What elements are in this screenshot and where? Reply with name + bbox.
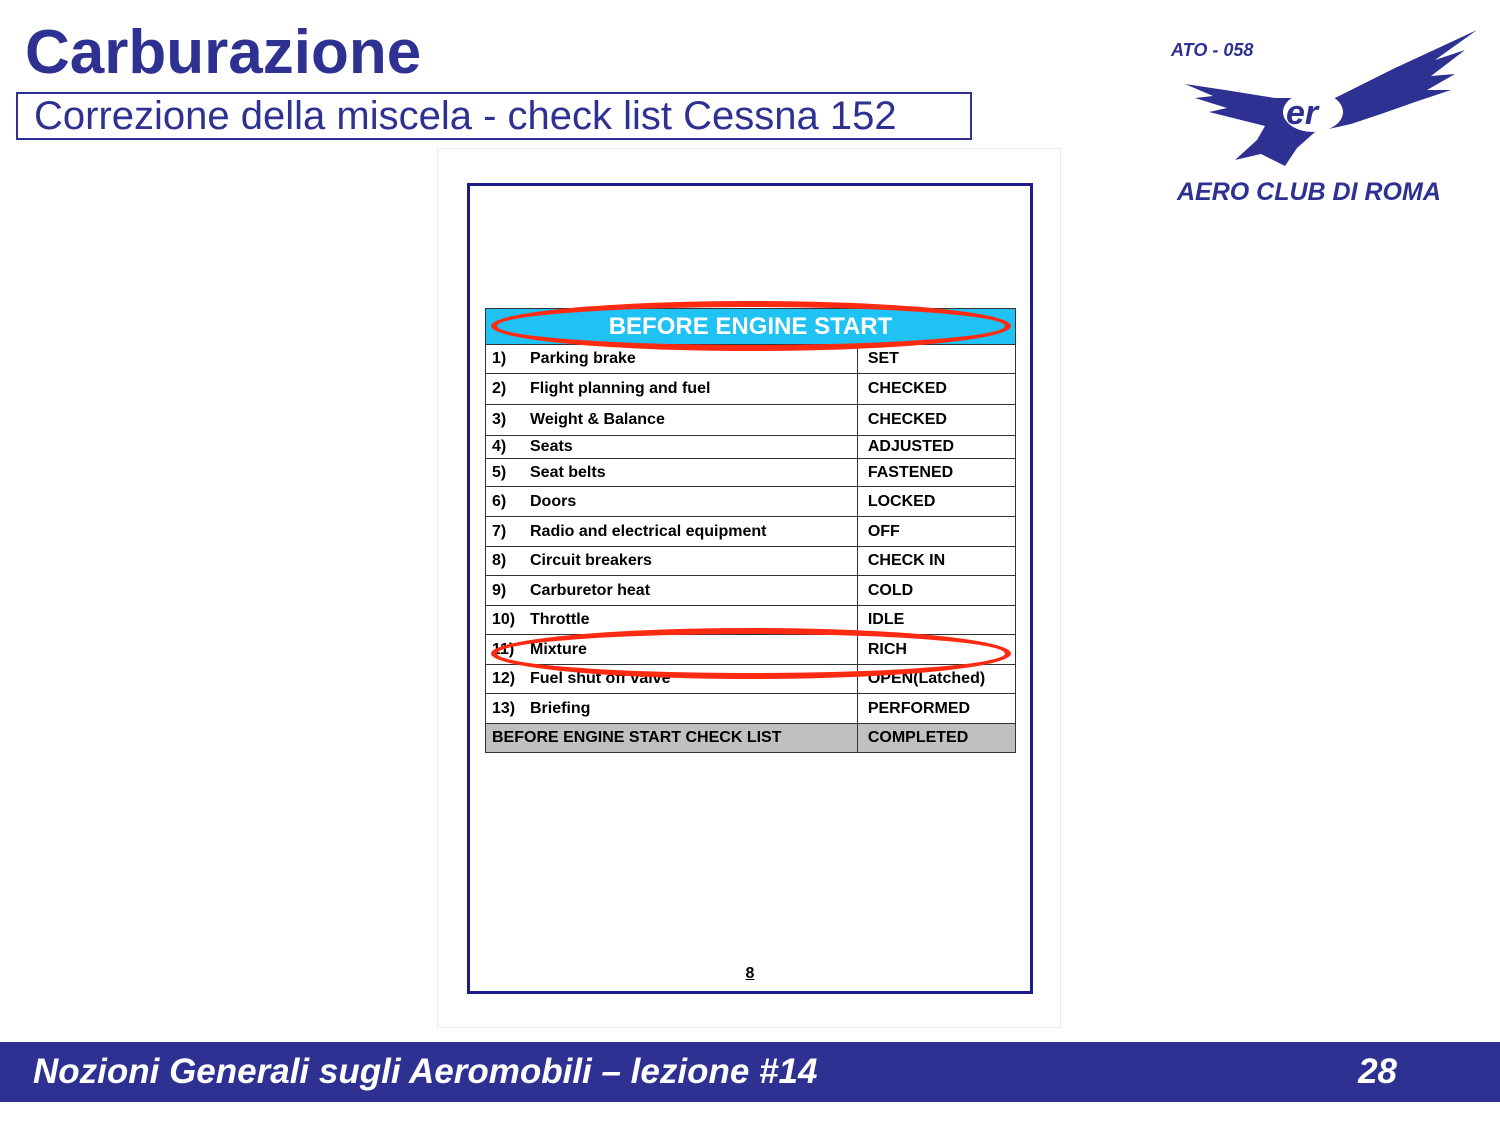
checklist-item-value: RICH	[857, 635, 1015, 665]
checklist-item-label: Weight & Balance	[530, 411, 665, 428]
checklist-footer-label: BEFORE ENGINE START CHECK LIST	[486, 724, 858, 753]
checklist-table	[485, 308, 1016, 753]
checklist-header-row	[486, 309, 1016, 345]
footer-page-number: 28	[1358, 1052, 1397, 1091]
checklist-row	[486, 487, 1016, 517]
checklist-row	[486, 345, 1016, 374]
checklist-item-value: ADJUSTED	[857, 436, 1015, 459]
logo-ato-code: ATO - 058	[1171, 40, 1254, 60]
footer-bar	[0, 1042, 1500, 1102]
checklist-item-number: 6)	[492, 492, 507, 510]
checklist-item-label: Flight planning and fuel	[530, 380, 711, 397]
checklist-item-label: Seat belts	[530, 463, 606, 481]
checklist-item-label: Radio and electrical equipment	[530, 522, 767, 540]
checklist-item-number: 13)	[492, 699, 516, 717]
checklist-item-value: OPEN(Latched)	[857, 665, 1015, 694]
checklist-document	[437, 148, 1061, 1028]
svg-text:er: er	[1286, 94, 1319, 132]
checklist-row	[486, 517, 1016, 547]
checklist-item	[486, 517, 858, 547]
checklist-row	[486, 405, 1016, 436]
checklist-item-number: 4)	[492, 438, 507, 455]
checklist-item	[486, 635, 858, 665]
checklist-row	[486, 436, 1016, 459]
checklist-item-number: 5)	[492, 463, 507, 481]
checklist-item-number: 10)	[492, 611, 516, 628]
slide-title: Carburazione	[25, 18, 422, 87]
logo-club-name: AERO CLUB DI ROMA	[1177, 178, 1441, 206]
slide-subtitle: Correzione della miscela - check list Cessna 152	[16, 92, 972, 140]
checklist-item-value: CHECKED	[857, 405, 1015, 436]
checklist-row	[486, 635, 1016, 665]
checklist-item-number: 7)	[492, 522, 507, 540]
checklist-item	[486, 374, 858, 405]
checklist-item-label: Throttle	[530, 611, 590, 628]
checklist-item-value: LOCKED	[857, 487, 1015, 517]
checklist-item-label: Briefing	[530, 699, 591, 717]
checklist-item-label: Fuel shut off valve	[530, 670, 671, 687]
checklist-item-number: 1)	[492, 350, 507, 367]
checklist-item-label: Parking brake	[530, 350, 636, 367]
checklist-item	[486, 694, 858, 724]
checklist-item-label: Circuit breakers	[530, 552, 652, 569]
checklist-item	[486, 576, 858, 606]
checklist-item-value: CHECK IN	[857, 547, 1015, 576]
checklist-item	[486, 606, 858, 635]
checklist-item	[486, 345, 858, 374]
checklist-item-number: 9)	[492, 581, 507, 599]
checklist-item	[486, 436, 858, 459]
checklist-row	[486, 576, 1016, 606]
checklist-item-value: PERFORMED	[857, 694, 1015, 724]
checklist-item	[486, 487, 858, 517]
checklist-item-label: Mixture	[530, 640, 587, 658]
checklist-item-label: Seats	[530, 438, 573, 455]
checklist-item-value: SET	[857, 345, 1015, 374]
checklist-row	[486, 547, 1016, 576]
checklist-item-label: Carburetor heat	[530, 581, 651, 599]
checklist-item	[486, 665, 858, 694]
aero-club-logo	[1165, 28, 1485, 218]
checklist-item	[486, 405, 858, 436]
checklist-footer-value: COMPLETED	[857, 724, 1015, 753]
checklist-item-number: 8)	[492, 552, 507, 569]
checklist-item-value: FASTENED	[857, 459, 1015, 487]
checklist-item-value: IDLE	[857, 606, 1015, 635]
checklist-row	[486, 459, 1016, 487]
checklist-footer-row	[486, 724, 1016, 753]
checklist-item-value: COLD	[857, 576, 1015, 606]
checklist-item-label: Doors	[530, 492, 577, 510]
checklist-row	[486, 374, 1016, 405]
footer-course-title: Nozioni Generali sugli Aeromobili – lezione #14	[33, 1052, 818, 1091]
checklist-header: BEFORE ENGINE START	[486, 309, 1016, 345]
checklist-row	[486, 665, 1016, 694]
checklist-item-number: 12)	[492, 670, 516, 687]
checklist-item-number: 2)	[492, 380, 507, 397]
checklist-item-value: OFF	[857, 517, 1015, 547]
checklist-item-number: 3)	[492, 411, 507, 428]
checklist-row	[486, 694, 1016, 724]
checklist-item-value: CHECKED	[857, 374, 1015, 405]
checklist-item	[486, 459, 858, 487]
checklist-row	[486, 606, 1016, 635]
checklist-item-number: 11)	[492, 640, 515, 658]
checklist-item	[486, 547, 858, 576]
document-page-number: 8	[745, 965, 755, 982]
